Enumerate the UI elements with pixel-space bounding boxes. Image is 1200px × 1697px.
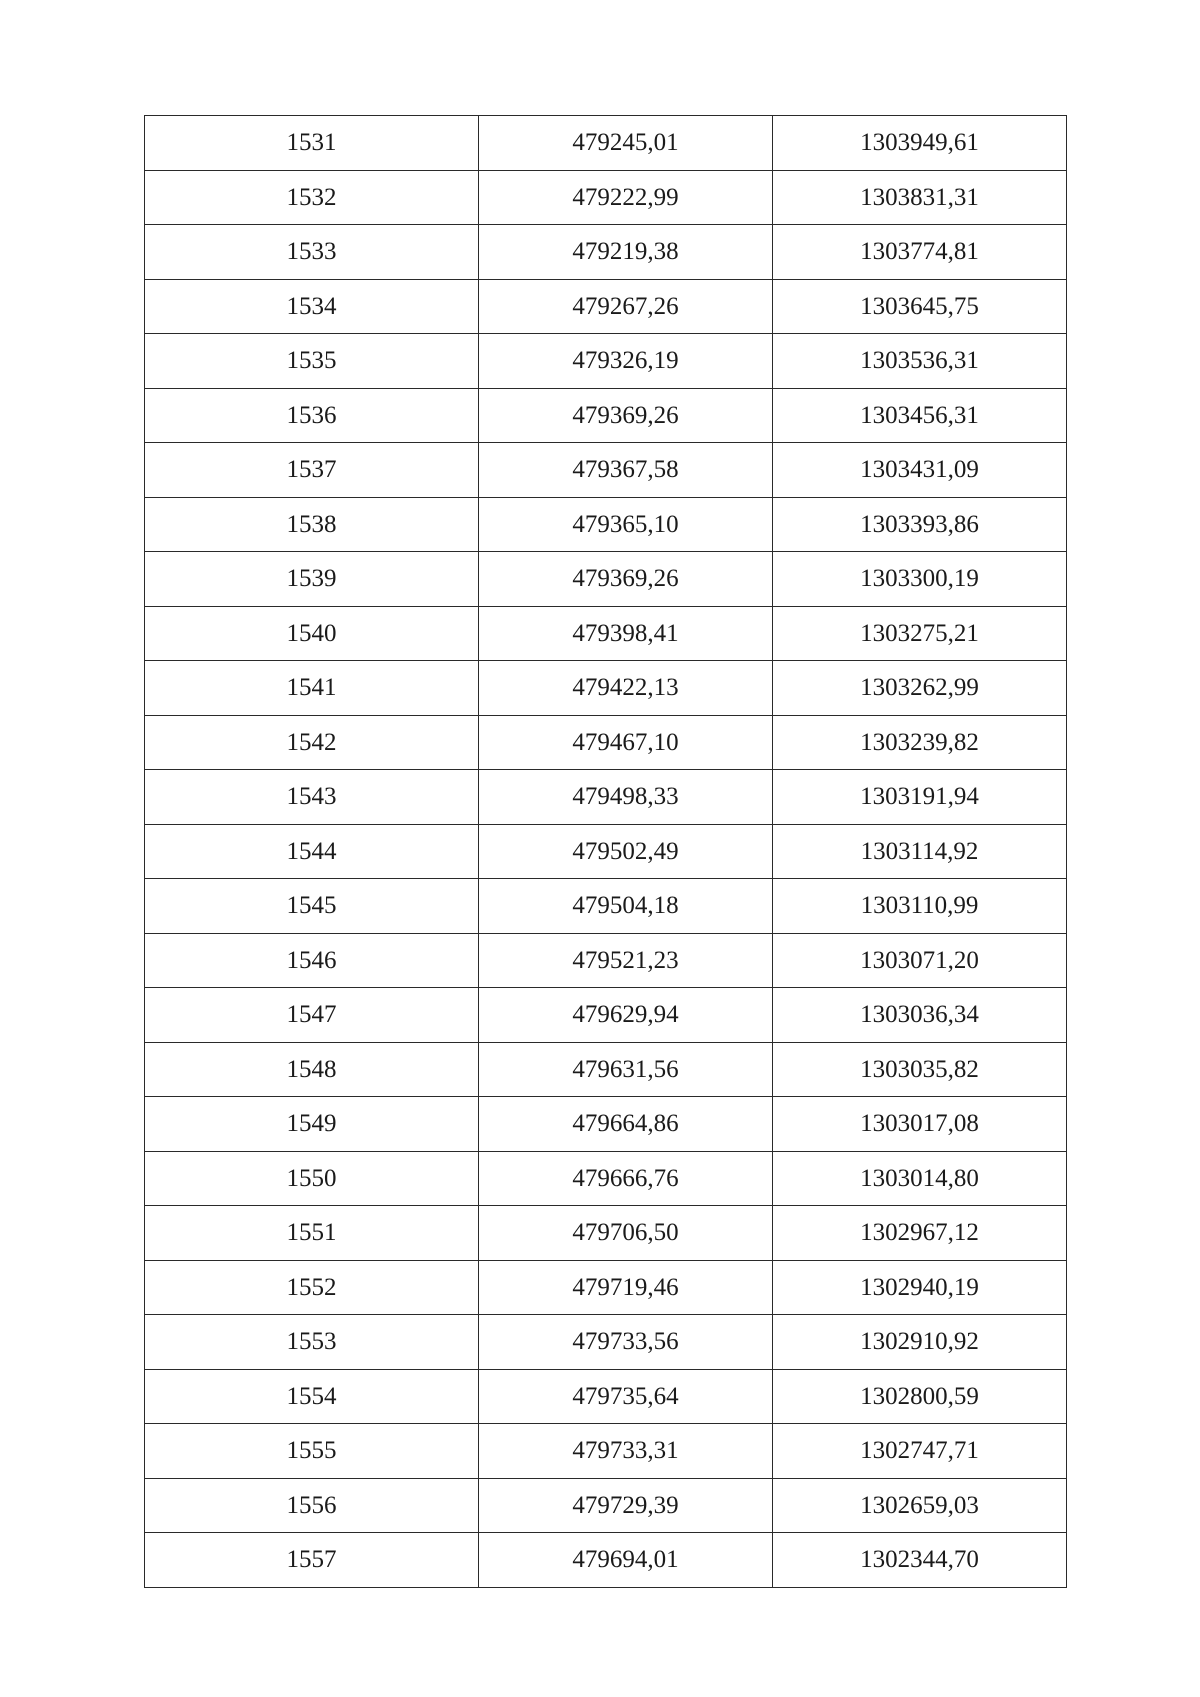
point-number-cell: 1542 bbox=[145, 715, 479, 770]
point-number-cell: 1553 bbox=[145, 1315, 479, 1370]
x-coordinate-cell: 479498,33 bbox=[479, 770, 773, 825]
x-coordinate-cell: 479521,23 bbox=[479, 933, 773, 988]
table-row bbox=[145, 1151, 1067, 1206]
x-coordinate-cell: 479694,01 bbox=[479, 1533, 773, 1588]
point-number-cell: 1538 bbox=[145, 497, 479, 552]
point-number-cell: 1551 bbox=[145, 1206, 479, 1261]
point-number-cell: 1554 bbox=[145, 1369, 479, 1424]
y-coordinate-cell: 1303071,20 bbox=[773, 933, 1067, 988]
table-row bbox=[145, 1315, 1067, 1370]
x-coordinate-cell: 479369,26 bbox=[479, 552, 773, 607]
y-coordinate-cell: 1303036,34 bbox=[773, 988, 1067, 1043]
y-coordinate-cell: 1302800,59 bbox=[773, 1369, 1067, 1424]
y-coordinate-cell: 1303645,75 bbox=[773, 279, 1067, 334]
table-row bbox=[145, 770, 1067, 825]
y-coordinate-cell: 1303831,31 bbox=[773, 170, 1067, 225]
y-coordinate-cell: 1303262,99 bbox=[773, 661, 1067, 716]
table-row bbox=[145, 606, 1067, 661]
y-coordinate-cell: 1303110,99 bbox=[773, 879, 1067, 934]
table-row bbox=[145, 443, 1067, 498]
point-number-cell: 1541 bbox=[145, 661, 479, 716]
table-row bbox=[145, 1260, 1067, 1315]
x-coordinate-cell: 479735,64 bbox=[479, 1369, 773, 1424]
y-coordinate-cell: 1303014,80 bbox=[773, 1151, 1067, 1206]
table-row bbox=[145, 1369, 1067, 1424]
x-coordinate-cell: 479267,26 bbox=[479, 279, 773, 334]
x-coordinate-cell: 479245,01 bbox=[479, 116, 773, 171]
y-coordinate-cell: 1303456,31 bbox=[773, 388, 1067, 443]
point-number-cell: 1556 bbox=[145, 1478, 479, 1533]
table-row bbox=[145, 334, 1067, 389]
x-coordinate-cell: 479467,10 bbox=[479, 715, 773, 770]
table-row bbox=[145, 116, 1067, 171]
table-row bbox=[145, 1042, 1067, 1097]
y-coordinate-cell: 1303114,92 bbox=[773, 824, 1067, 879]
table-row bbox=[145, 552, 1067, 607]
x-coordinate-cell: 479733,56 bbox=[479, 1315, 773, 1370]
point-number-cell: 1548 bbox=[145, 1042, 479, 1097]
y-coordinate-cell: 1303393,86 bbox=[773, 497, 1067, 552]
x-coordinate-cell: 479706,50 bbox=[479, 1206, 773, 1261]
table-row bbox=[145, 388, 1067, 443]
y-coordinate-cell: 1302344,70 bbox=[773, 1533, 1067, 1588]
y-coordinate-cell: 1303431,09 bbox=[773, 443, 1067, 498]
point-number-cell: 1536 bbox=[145, 388, 479, 443]
y-coordinate-cell: 1303035,82 bbox=[773, 1042, 1067, 1097]
y-coordinate-cell: 1302940,19 bbox=[773, 1260, 1067, 1315]
x-coordinate-cell: 479502,49 bbox=[479, 824, 773, 879]
point-number-cell: 1555 bbox=[145, 1424, 479, 1479]
point-number-cell: 1550 bbox=[145, 1151, 479, 1206]
x-coordinate-cell: 479422,13 bbox=[479, 661, 773, 716]
y-coordinate-cell: 1303774,81 bbox=[773, 225, 1067, 280]
x-coordinate-cell: 479729,39 bbox=[479, 1478, 773, 1533]
point-number-cell: 1532 bbox=[145, 170, 479, 225]
x-coordinate-cell: 479629,94 bbox=[479, 988, 773, 1043]
y-coordinate-cell: 1302967,12 bbox=[773, 1206, 1067, 1261]
y-coordinate-cell: 1303300,19 bbox=[773, 552, 1067, 607]
point-number-cell: 1543 bbox=[145, 770, 479, 825]
point-number-cell: 1546 bbox=[145, 933, 479, 988]
point-number-cell: 1531 bbox=[145, 116, 479, 171]
y-coordinate-cell: 1303017,08 bbox=[773, 1097, 1067, 1152]
point-number-cell: 1540 bbox=[145, 606, 479, 661]
table-row bbox=[145, 661, 1067, 716]
y-coordinate-cell: 1302910,92 bbox=[773, 1315, 1067, 1370]
point-number-cell: 1549 bbox=[145, 1097, 479, 1152]
x-coordinate-cell: 479367,58 bbox=[479, 443, 773, 498]
x-coordinate-cell: 479504,18 bbox=[479, 879, 773, 934]
y-coordinate-cell: 1303239,82 bbox=[773, 715, 1067, 770]
y-coordinate-cell: 1303191,94 bbox=[773, 770, 1067, 825]
x-coordinate-cell: 479365,10 bbox=[479, 497, 773, 552]
y-coordinate-cell: 1302747,71 bbox=[773, 1424, 1067, 1479]
table-row bbox=[145, 170, 1067, 225]
coordinates-table bbox=[144, 115, 1067, 1588]
table-row bbox=[145, 824, 1067, 879]
table-row bbox=[145, 879, 1067, 934]
point-number-cell: 1537 bbox=[145, 443, 479, 498]
table-row bbox=[145, 279, 1067, 334]
table-row bbox=[145, 225, 1067, 280]
table-row bbox=[145, 1478, 1067, 1533]
x-coordinate-cell: 479398,41 bbox=[479, 606, 773, 661]
point-number-cell: 1547 bbox=[145, 988, 479, 1043]
table-row bbox=[145, 933, 1067, 988]
x-coordinate-cell: 479369,26 bbox=[479, 388, 773, 443]
table-row bbox=[145, 715, 1067, 770]
y-coordinate-cell: 1303536,31 bbox=[773, 334, 1067, 389]
point-number-cell: 1544 bbox=[145, 824, 479, 879]
point-number-cell: 1545 bbox=[145, 879, 479, 934]
point-number-cell: 1534 bbox=[145, 279, 479, 334]
x-coordinate-cell: 479631,56 bbox=[479, 1042, 773, 1097]
point-number-cell: 1535 bbox=[145, 334, 479, 389]
x-coordinate-cell: 479326,19 bbox=[479, 334, 773, 389]
table-row bbox=[145, 497, 1067, 552]
table-row bbox=[145, 1533, 1067, 1588]
y-coordinate-cell: 1303949,61 bbox=[773, 116, 1067, 171]
point-number-cell: 1533 bbox=[145, 225, 479, 280]
point-number-cell: 1557 bbox=[145, 1533, 479, 1588]
coordinates-table-body bbox=[145, 116, 1067, 1588]
x-coordinate-cell: 479666,76 bbox=[479, 1151, 773, 1206]
x-coordinate-cell: 479733,31 bbox=[479, 1424, 773, 1479]
table-row bbox=[145, 988, 1067, 1043]
x-coordinate-cell: 479664,86 bbox=[479, 1097, 773, 1152]
point-number-cell: 1552 bbox=[145, 1260, 479, 1315]
point-number-cell: 1539 bbox=[145, 552, 479, 607]
x-coordinate-cell: 479719,46 bbox=[479, 1260, 773, 1315]
y-coordinate-cell: 1302659,03 bbox=[773, 1478, 1067, 1533]
table-row bbox=[145, 1097, 1067, 1152]
x-coordinate-cell: 479222,99 bbox=[479, 170, 773, 225]
table-row bbox=[145, 1206, 1067, 1261]
x-coordinate-cell: 479219,38 bbox=[479, 225, 773, 280]
table-row bbox=[145, 1424, 1067, 1479]
y-coordinate-cell: 1303275,21 bbox=[773, 606, 1067, 661]
